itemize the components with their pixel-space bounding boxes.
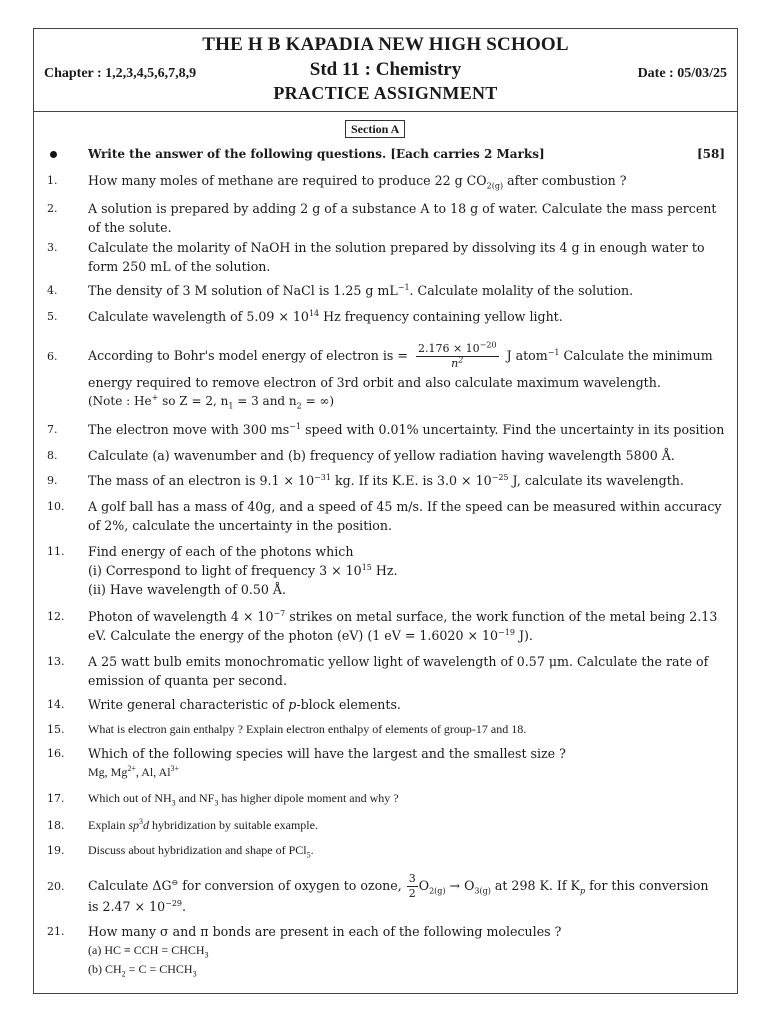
q20-sub: 2(g) (429, 886, 446, 896)
fraction-denominator: n (451, 357, 459, 370)
note-part: = 3 and n (233, 394, 297, 408)
q4-text-end: . Calculate molality of the solution. (409, 283, 634, 298)
q5-text: Calculate wavelength of 5.09 × 10 (88, 309, 309, 324)
q16-species (88, 763, 725, 782)
q16-text: Which of the following species will have the largest and the smallest size ? (88, 746, 566, 761)
q6-note (88, 392, 725, 411)
question-number: 19. (47, 844, 65, 857)
q5-sup: 14 (308, 308, 320, 318)
question-number: 15. (47, 723, 65, 736)
molecule-text: (b) CH (88, 962, 122, 976)
q9-text-end: J, calculate its wavelength. (508, 473, 684, 488)
q8-text: Calculate (a) wavenumber and (b) frequency of yellow radiation having wavelength 5800 Å. (88, 448, 675, 463)
molecule-text: (a) HC ≡ CCH = CHCH (88, 943, 205, 957)
assignment-title: PRACTICE ASSIGNMENT (273, 83, 498, 103)
q6-unit-sup: −1 (547, 347, 560, 357)
q18-text-end: hybridization by suitable example. (149, 818, 318, 832)
q17-text-end: has higher dipole moment and why ? (218, 791, 399, 805)
standard-subject: Std 11 : Chemistry (309, 59, 462, 80)
question-number: 10. (47, 500, 65, 513)
q10-text: A golf ball has a mass of 40g, and a speed of 45 m/s. If the speed can be measured within accuracy of 2%, calculate the uncertainty in the position. (88, 499, 722, 533)
total-marks: [58] (696, 147, 725, 161)
q6-line-2: energy required to remove electron of 3rd orbit and also calculate maximum wavelength. (88, 375, 661, 390)
q13-text: A 25 watt bulb emits monochromatic yellow light of wavelength of 0.57 μm. Calculate the rate of emission of quanta per second. (88, 654, 709, 688)
question-number: 21. (47, 925, 65, 938)
assignment-date: Date : 05/03/25 (637, 66, 727, 81)
question-number: 4. (47, 284, 58, 297)
note-part: = ∞) (301, 394, 335, 408)
species-sup: 3+ (170, 764, 180, 773)
q18-text: Explain (88, 818, 129, 832)
question-number: 13. (47, 655, 65, 668)
question-number: 17. (47, 792, 65, 805)
q7-sup: −1 (289, 421, 302, 431)
q20-text-kp: at 298 K. If K (490, 878, 580, 893)
q19-text-end: . (310, 843, 314, 857)
q12-sup: −7 (273, 608, 286, 618)
q20-line-2-sup: −29 (165, 898, 183, 908)
energy-fraction (416, 342, 499, 371)
q7-text: The electron move with 300 ms (88, 422, 290, 437)
q17-sub: 3 (171, 798, 176, 808)
question-number: 14. (47, 698, 65, 711)
q15-text: What is electron gain enthalpy ? Explain electron enthalpy of elements of group-17 and 18. (88, 722, 527, 736)
q21-part-a (88, 941, 725, 960)
fraction-denominator: 2 (408, 887, 416, 900)
section-label: Section A (345, 120, 405, 138)
instruction-text: Write the answer of the following questions. [Each carries 2 Marks] (88, 147, 545, 161)
q11-text: Find energy of each of the photons which (88, 544, 354, 559)
molecule-sub: 3 (192, 969, 197, 979)
q18-italic-2: d (143, 818, 149, 832)
question-number: 7. (47, 423, 58, 436)
school-name: THE H B KAPADIA NEW HIGH SCHOOL (202, 34, 569, 55)
molecule-sub: 3 (204, 950, 209, 960)
q6-unit: J atom (502, 348, 548, 363)
q20-text-mid: for conversion of oxygen to ozone, (178, 878, 406, 893)
part-text-end: Hz. (371, 563, 398, 578)
q9-sup-2: −25 (491, 472, 509, 482)
species-text: , Al, Al (135, 765, 171, 779)
chapter-list: Chapter : 1,2,3,4,5,6,7,8,9 (44, 66, 197, 81)
question-number: 11. (47, 545, 65, 558)
q20-line-2-end: . (182, 899, 187, 914)
q7-text-end: speed with 0.01% uncertainty. Find the uncertainty in its position (301, 422, 725, 437)
q20-sup: ⊖ (171, 877, 179, 887)
q4-sup: −1 (397, 282, 410, 292)
q20-text: Calculate ΔG (88, 878, 172, 893)
q6-text-end: Calculate the minimum (559, 348, 713, 363)
fraction-denominator-sup: 2 (458, 355, 464, 365)
q21-text: How many σ and π bonds are present in each of the following molecules ? (88, 924, 562, 939)
q11-part-ii: (ii) Have wavelength of 0.50 Å. (88, 582, 287, 597)
q14-text: Write general characteristic of (88, 697, 289, 712)
question-number: 20. (47, 880, 65, 893)
q12-line-2: eV. Calculate the energy of the photon (eV) (1 eV = 1.6020 × 10 (88, 628, 499, 643)
q12-line-2-sup: −19 (498, 627, 515, 637)
note-sup: + (151, 393, 159, 402)
q19-sub: 5 (306, 850, 311, 860)
q20-line-2: is 2.47 × 10 (88, 899, 166, 914)
q4-text: The density of 3 M solution of NaCl is 1.25 g mL (88, 283, 398, 298)
q6-text: According to Bohr's model energy of electron is = (88, 348, 412, 363)
species-sup: 2+ (127, 764, 136, 773)
note-part: (Note : He (88, 394, 152, 408)
q17-text-mid: and NF (175, 791, 215, 805)
note-sub: 2 (296, 401, 302, 411)
q20-arrow: → O (445, 878, 475, 893)
q9-text: The mass of an electron is 9.1 × 10 (88, 473, 315, 488)
fraction-numerator: 3 (408, 872, 416, 885)
header-divider (34, 111, 737, 112)
q20-text-end: for this conversion (585, 878, 709, 893)
question-number: 18. (47, 819, 65, 832)
question-number: 16. (47, 747, 65, 760)
page-border (33, 28, 738, 994)
q12-text-end: strikes on metal surface, the work function of the metal being 2.13 (285, 609, 718, 624)
question-number: 9. (47, 474, 58, 487)
q18-italic: sp (128, 818, 139, 832)
q14-text-end: -block elements. (296, 697, 401, 712)
molecule-sub: 2 (121, 969, 126, 979)
q9-text-mid: kg. If its K.E. is 3.0 × 10 (330, 473, 492, 488)
question-number: 3. (47, 241, 58, 254)
q17-sub-2: 3 (214, 798, 219, 808)
q1-text-end: after combustion ? (503, 173, 627, 188)
question-number: 8. (47, 449, 58, 462)
q20-sub-2: 3(g) (474, 886, 491, 896)
question-number: 1. (47, 174, 58, 187)
bullet-icon (50, 151, 57, 158)
question-number: 5. (47, 310, 58, 323)
part-text: (i) Correspond to light of frequency 3 × 10 (88, 563, 362, 578)
q21-part-b (88, 960, 725, 979)
q14-italic: p (288, 697, 297, 712)
q2-text: A solution is prepared by adding 2 g of a substance A to 18 g of water. Calculate the mass percent of the solute. (88, 201, 717, 235)
three-halves-fraction (407, 872, 418, 901)
q19-text: Discuss about hybridization and shape of PCl (88, 843, 307, 857)
q18-sup: 3 (139, 817, 143, 826)
q1-text: How many moles of methane are required to produce 22 g CO (88, 173, 487, 188)
q1-sub: 2(g) (486, 181, 504, 191)
q17-text: Which out of NH (88, 791, 172, 805)
species-text: Mg, Mg (88, 765, 128, 779)
molecule-text: = C = CHCH (125, 962, 193, 976)
q12-text: Photon of wavelength 4 × 10 (88, 609, 274, 624)
note-sub: 1 (228, 401, 234, 411)
q5-text-end: Hz frequency containing yellow light. (319, 309, 563, 324)
fraction-numerator-sup: −20 (479, 340, 497, 350)
q11-part-i (88, 561, 725, 580)
question-number: 2. (47, 202, 58, 215)
q20-sub-3: p (579, 886, 586, 896)
fraction-numerator: 2.176 × 10 (417, 342, 480, 355)
question-number: 12. (47, 610, 65, 623)
q9-sup: −31 (314, 472, 331, 482)
q12-line-2-end: J). (514, 628, 533, 643)
part-sup: 15 (361, 562, 372, 572)
question-number: 6. (47, 350, 58, 363)
q20-oxygen: O (418, 878, 430, 893)
q3-text: Calculate the molarity of NaOH in the solution prepared by dissolving its 4 g in enough water to form 250 mL of the solution. (88, 240, 705, 274)
note-part: so Z = 2, n (158, 394, 229, 408)
